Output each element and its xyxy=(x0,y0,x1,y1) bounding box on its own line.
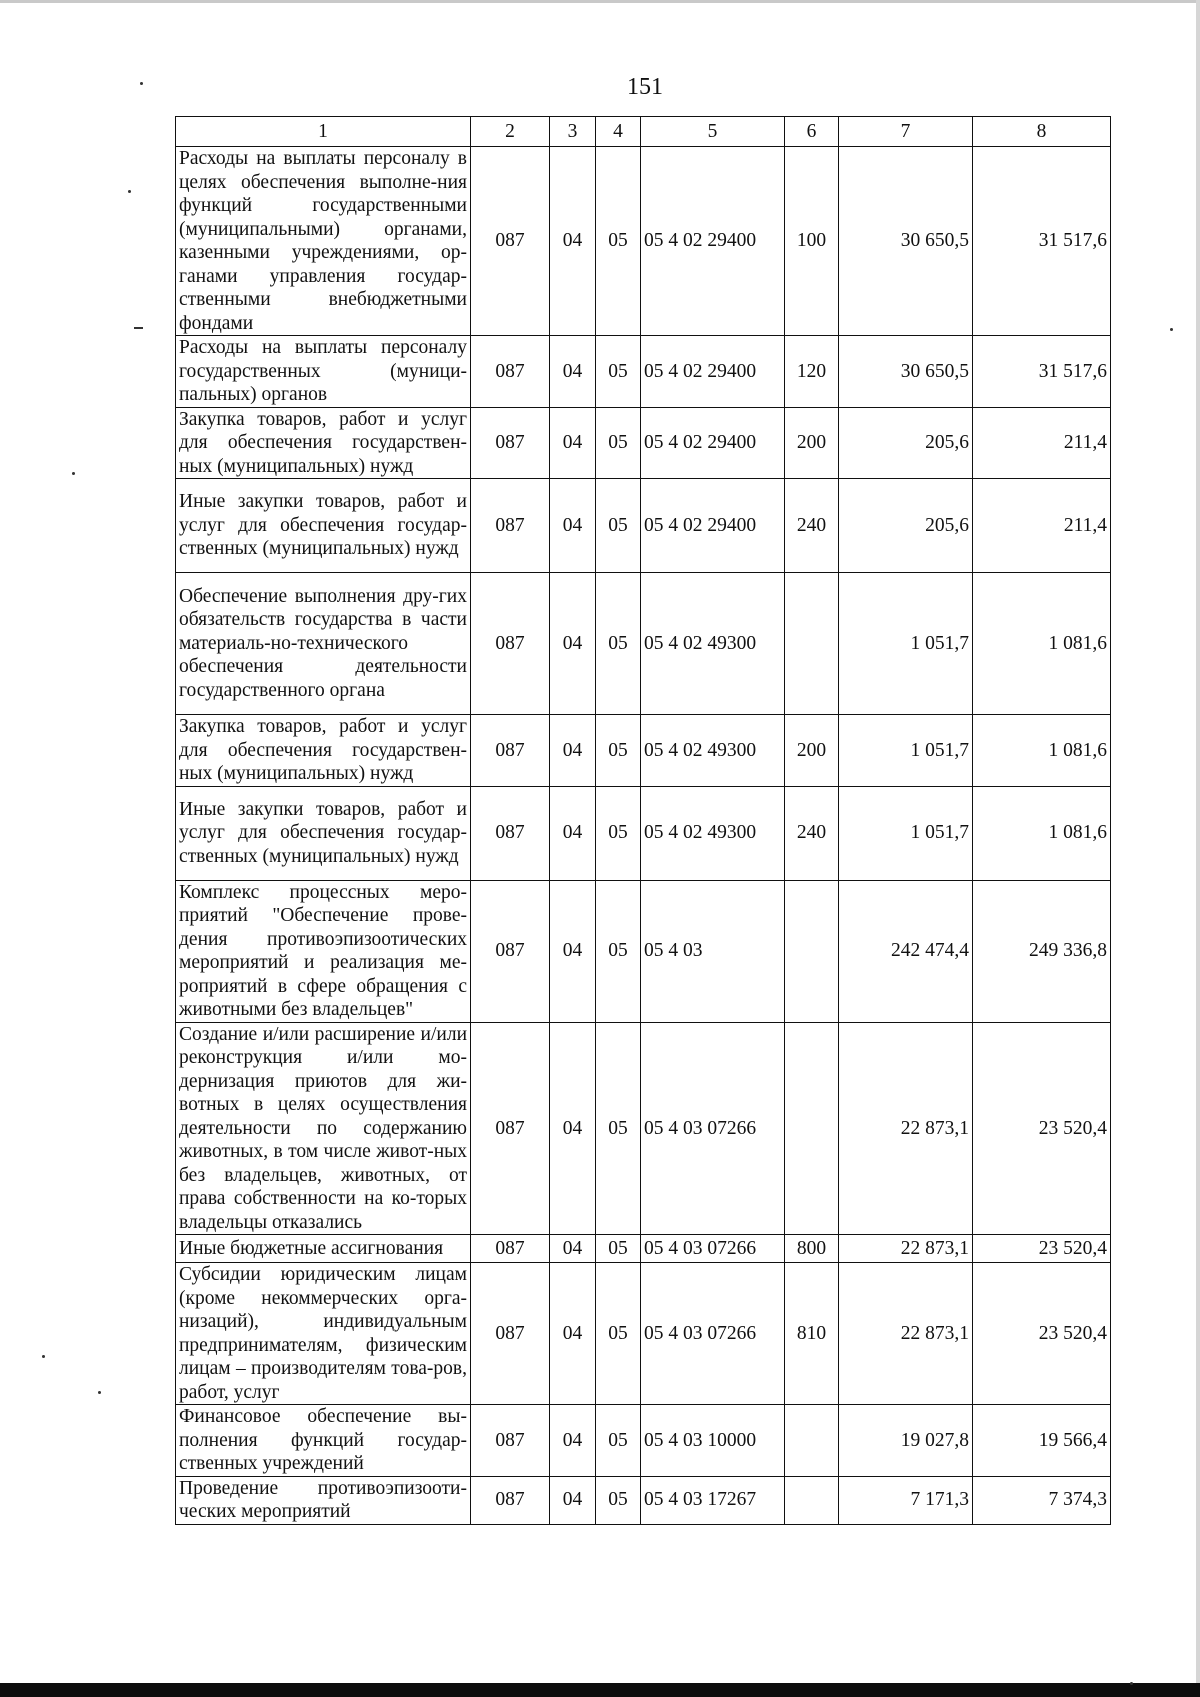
target-article-code: 05 4 02 29400 xyxy=(641,479,785,573)
expense-name: Финансовое обеспечение вы-полнения функций государ-ственных учреждений xyxy=(176,1405,471,1477)
amount-year-1: 30 650,5 xyxy=(839,336,973,408)
table-row xyxy=(176,147,1111,336)
amount-year-2: 23 520,4 xyxy=(973,1022,1111,1235)
amount-year-2: 1 081,6 xyxy=(973,786,1111,880)
table-row xyxy=(176,573,1111,715)
amount-year-1: 1 051,7 xyxy=(839,786,973,880)
grbs-code: 087 xyxy=(471,1405,550,1477)
expense-name: Закупка товаров, работ и услуг для обеспечения государствен-ных (муниципальных) нужд xyxy=(176,715,471,787)
column-header: 7 xyxy=(839,117,973,147)
grbs-code: 087 xyxy=(471,786,550,880)
grbs-code: 087 xyxy=(471,1476,550,1524)
table-row xyxy=(176,715,1111,787)
subsection-code: 05 xyxy=(596,573,641,715)
grbs-code: 087 xyxy=(471,880,550,1022)
table-row xyxy=(176,1476,1111,1524)
amount-year-1: 22 873,1 xyxy=(839,1022,973,1235)
target-article-code: 05 4 03 07266 xyxy=(641,1022,785,1235)
grbs-code: 087 xyxy=(471,715,550,787)
expense-type-code xyxy=(785,1476,839,1524)
expense-name: Обеспечение выполнения дру-гих обязательств государства в части материаль-но-технического обеспечения деятельности государственного органа xyxy=(176,573,471,715)
section-code: 04 xyxy=(550,336,596,408)
expense-type-code: 200 xyxy=(785,407,839,479)
target-article-code: 05 4 02 49300 xyxy=(641,573,785,715)
expense-name: Иные закупки товаров, работ и услуг для обеспечения государ-ственных (муниципальных) нужд xyxy=(176,479,471,573)
subsection-code: 05 xyxy=(596,336,641,408)
table-row xyxy=(176,407,1111,479)
page-number: 151 xyxy=(627,74,663,100)
section-code: 04 xyxy=(550,1476,596,1524)
column-header: 4 xyxy=(596,117,641,147)
subsection-code: 05 xyxy=(596,407,641,479)
subsection-code: 05 xyxy=(596,880,641,1022)
column-header: 3 xyxy=(550,117,596,147)
subsection-code: 05 xyxy=(596,1022,641,1235)
scan-speck xyxy=(1130,1682,1133,1685)
expense-name: Иные бюджетные ассигнования xyxy=(176,1235,471,1263)
target-article-code: 05 4 03 xyxy=(641,880,785,1022)
section-code: 04 xyxy=(550,147,596,336)
expense-name: Субсидии юридическим лицам (кроме некоммерческих орга-низаций), индивидуальным предпринимателям, физическим лицам – производителям това-ров, работ, услуг xyxy=(176,1263,471,1405)
grbs-code: 087 xyxy=(471,1263,550,1405)
scan-speck xyxy=(134,327,143,329)
amount-year-1: 242 474,4 xyxy=(839,880,973,1022)
expense-name: Проведение противоэпизооти-ческих мероприятий xyxy=(176,1476,471,1524)
amount-year-1: 22 873,1 xyxy=(839,1235,973,1263)
grbs-code: 087 xyxy=(471,479,550,573)
scan-top-edge xyxy=(0,0,1200,3)
subsection-code: 05 xyxy=(596,479,641,573)
amount-year-1: 1 051,7 xyxy=(839,573,973,715)
expense-type-code: 100 xyxy=(785,147,839,336)
amount-year-2: 1 081,6 xyxy=(973,715,1111,787)
section-code: 04 xyxy=(550,1235,596,1263)
table-row xyxy=(176,336,1111,408)
table-row xyxy=(176,880,1111,1022)
table-row xyxy=(176,786,1111,880)
scan-bottom-edge xyxy=(0,1683,1200,1697)
table-row xyxy=(176,1263,1111,1405)
amount-year-1: 7 171,3 xyxy=(839,1476,973,1524)
section-code: 04 xyxy=(550,715,596,787)
budget-table xyxy=(175,116,1111,1525)
table-row xyxy=(176,1022,1111,1235)
table-row xyxy=(176,1405,1111,1477)
expense-type-code: 810 xyxy=(785,1263,839,1405)
subsection-code: 05 xyxy=(596,786,641,880)
section-code: 04 xyxy=(550,1263,596,1405)
amount-year-2: 31 517,6 xyxy=(973,336,1111,408)
grbs-code: 087 xyxy=(471,407,550,479)
column-header: 8 xyxy=(973,117,1111,147)
target-article-code: 05 4 03 07266 xyxy=(641,1235,785,1263)
scan-speck xyxy=(42,1355,45,1358)
amount-year-2: 1 081,6 xyxy=(973,573,1111,715)
table-header-row xyxy=(176,117,1111,147)
column-header: 1 xyxy=(176,117,471,147)
amount-year-2: 7 374,3 xyxy=(973,1476,1111,1524)
section-code: 04 xyxy=(550,1405,596,1477)
section-code: 04 xyxy=(550,880,596,1022)
scan-right-edge xyxy=(1196,0,1200,1697)
scan-speck xyxy=(98,1391,101,1394)
target-article-code: 05 4 03 07266 xyxy=(641,1263,785,1405)
scan-speck xyxy=(128,190,131,193)
target-article-code: 05 4 03 17267 xyxy=(641,1476,785,1524)
subsection-code: 05 xyxy=(596,1235,641,1263)
amount-year-2: 249 336,8 xyxy=(973,880,1111,1022)
scan-speck xyxy=(72,472,75,475)
amount-year-2: 23 520,4 xyxy=(973,1235,1111,1263)
section-code: 04 xyxy=(550,479,596,573)
expense-name: Комплекс процессных меро-приятий "Обеспечение прове-дения противоэпизоотических мероприятий и реализация ме-роприятий в сфере обращения с животными без владельцев" xyxy=(176,880,471,1022)
section-code: 04 xyxy=(550,786,596,880)
expense-type-code: 800 xyxy=(785,1235,839,1263)
expense-name: Иные закупки товаров, работ и услуг для обеспечения государ-ственных (муниципальных) нужд xyxy=(176,786,471,880)
table-row xyxy=(176,1235,1111,1263)
amount-year-1: 22 873,1 xyxy=(839,1263,973,1405)
amount-year-2: 211,4 xyxy=(973,407,1111,479)
column-header: 5 xyxy=(641,117,785,147)
target-article-code: 05 4 02 29400 xyxy=(641,336,785,408)
subsection-code: 05 xyxy=(596,1405,641,1477)
amount-year-2: 23 520,4 xyxy=(973,1263,1111,1405)
expense-type-code: 240 xyxy=(785,786,839,880)
grbs-code: 087 xyxy=(471,147,550,336)
expense-type-code: 240 xyxy=(785,479,839,573)
amount-year-1: 205,6 xyxy=(839,479,973,573)
expense-type-code xyxy=(785,1022,839,1235)
expense-name: Создание и/или расширение и/или реконструкция и/или мо-дернизация приютов для жи-вотных в целях осуществления деятельности по содержанию животных, в том числе живот-ных без владельцев, животных, от права собственности на ко-торых владельцы отказались xyxy=(176,1022,471,1235)
expense-type-code xyxy=(785,573,839,715)
amount-year-1: 30 650,5 xyxy=(839,147,973,336)
subsection-code: 05 xyxy=(596,1263,641,1405)
expense-name: Закупка товаров, работ и услуг для обеспечения государствен-ных (муниципальных) нужд xyxy=(176,407,471,479)
expense-type-code: 200 xyxy=(785,715,839,787)
table-row xyxy=(176,479,1111,573)
target-article-code: 05 4 02 29400 xyxy=(641,147,785,336)
amount-year-1: 19 027,8 xyxy=(839,1405,973,1477)
expense-name: Расходы на выплаты персоналу в целях обеспечения выполне-ния функций государственными (муниципальными) органами, казенными учреждениями, ор-ганами управления государ-ственными внебюджетными фондами xyxy=(176,147,471,336)
amount-year-1: 1 051,7 xyxy=(839,715,973,787)
expense-type-code xyxy=(785,880,839,1022)
section-code: 04 xyxy=(550,573,596,715)
section-code: 04 xyxy=(550,407,596,479)
subsection-code: 05 xyxy=(596,1476,641,1524)
amount-year-1: 205,6 xyxy=(839,407,973,479)
section-code: 04 xyxy=(550,1022,596,1235)
scan-speck xyxy=(1170,328,1173,331)
target-article-code: 05 4 02 49300 xyxy=(641,715,785,787)
subsection-code: 05 xyxy=(596,147,641,336)
grbs-code: 087 xyxy=(471,1235,550,1263)
amount-year-2: 19 566,4 xyxy=(973,1405,1111,1477)
column-header: 6 xyxy=(785,117,839,147)
target-article-code: 05 4 02 29400 xyxy=(641,407,785,479)
target-article-code: 05 4 02 49300 xyxy=(641,786,785,880)
amount-year-2: 211,4 xyxy=(973,479,1111,573)
grbs-code: 087 xyxy=(471,1022,550,1235)
target-article-code: 05 4 03 10000 xyxy=(641,1405,785,1477)
column-header: 2 xyxy=(471,117,550,147)
grbs-code: 087 xyxy=(471,573,550,715)
expense-type-code: 120 xyxy=(785,336,839,408)
expense-name: Расходы на выплаты персоналу государственных (муници-пальных) органов xyxy=(176,336,471,408)
expense-type-code xyxy=(785,1405,839,1477)
grbs-code: 087 xyxy=(471,336,550,408)
amount-year-2: 31 517,6 xyxy=(973,147,1111,336)
subsection-code: 05 xyxy=(596,715,641,787)
